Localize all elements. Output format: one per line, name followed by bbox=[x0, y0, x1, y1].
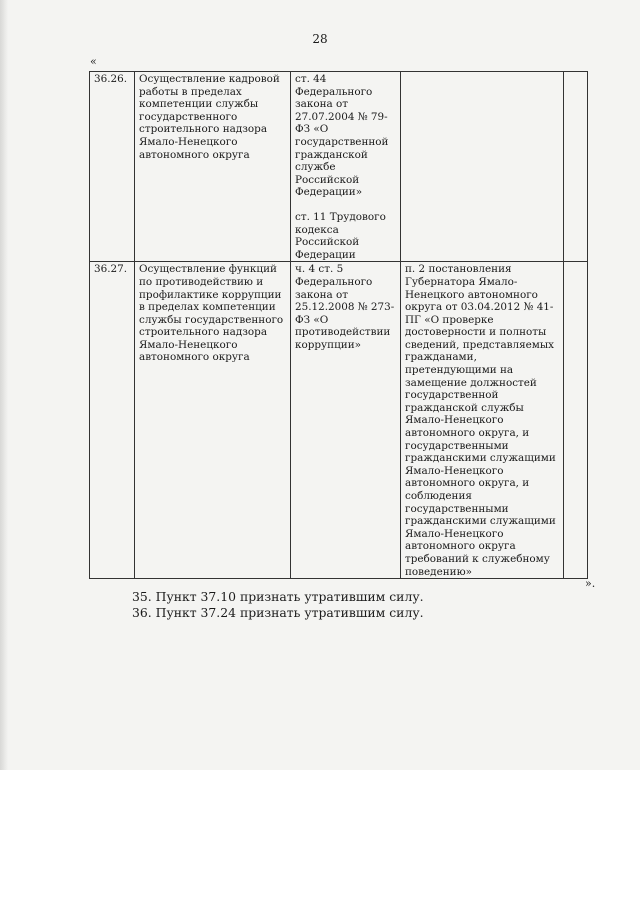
closing-quote-mark: ». bbox=[585, 577, 596, 590]
opening-quote-mark: « bbox=[90, 55, 97, 68]
extra-column-cell bbox=[564, 72, 588, 262]
regulation-reference: п. 2 постановления Губернатора Ямало-Ненецкого автономного округа от 03.04.2012 № 41-ПГ «О проверке достоверности и полноты сведений, представляемых гражданами, претендующими на замещение должностей государственной гражданской службы Ямало-Ненецкого автономного округа, и государственными гражданскими служащими Ямало-Ненецкого автономного округа, и соблюдения государственными гражданскими служащими Ямало-Ненецкого автономного округа требований к служебному поведению» bbox=[401, 262, 564, 579]
legal-basis bbox=[291, 262, 401, 579]
page-number: 28 bbox=[312, 32, 328, 46]
function-description: Осуществление кадровой работы в пределах компетенции службы государственного строительного надзора Ямало-Ненецкого автономного округа bbox=[135, 72, 291, 262]
regulation-table bbox=[89, 71, 588, 579]
table-row bbox=[90, 262, 588, 579]
legal-basis-extra: ст. 11 Трудового кодекса Российской Федерации bbox=[295, 210, 386, 261]
page-edge-shadow bbox=[0, 0, 8, 770]
function-description: Осуществление функций по противодействию и профилактике коррупции в пределах компетенции службы государственного строительного надзора Ямало-Ненецкого автономного округа bbox=[135, 262, 291, 579]
extra-column-cell bbox=[564, 262, 588, 579]
legal-basis-text: ст. 44 Федерального закона от 27.07.2004 № 79-ФЗ «О государственной гражданской службе Российской Федерации» bbox=[295, 73, 389, 199]
amendment-items bbox=[132, 589, 424, 621]
amendment-item: 35. Пункт 37.10 признать утратившим силу. bbox=[132, 589, 424, 604]
row-number: 36.26. bbox=[90, 72, 135, 262]
regulation-reference bbox=[401, 72, 564, 262]
legal-basis bbox=[291, 72, 401, 262]
table-row bbox=[90, 72, 588, 262]
legal-basis-text: ч. 4 ст. 5 Федерального закона от 25.12.2008 № 273-ФЗ «О противодействии коррупции» bbox=[295, 263, 395, 351]
row-number: 36.27. bbox=[90, 262, 135, 579]
amendment-item: 36. Пункт 37.24 признать утратившим силу. bbox=[132, 605, 424, 620]
